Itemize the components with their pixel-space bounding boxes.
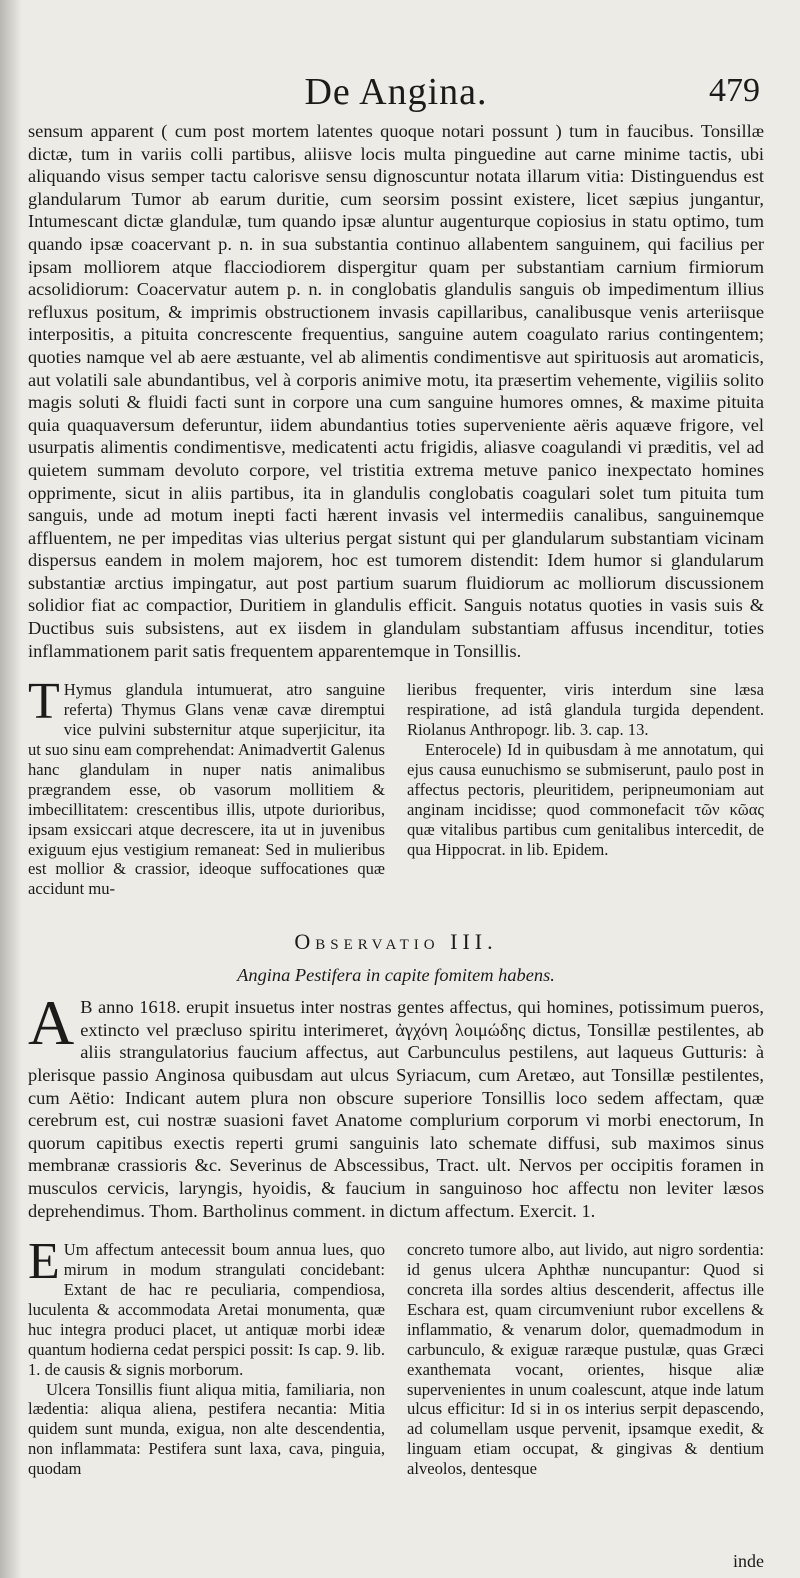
lower-left-para-1 bbox=[28, 1233, 385, 1379]
page-number: 479 bbox=[709, 72, 760, 109]
lower-left-column bbox=[28, 1233, 385, 1479]
drop-cap: T bbox=[28, 673, 60, 731]
observation-body bbox=[28, 987, 764, 1222]
lower-left-para-2: Ulcera Tonsillis fiunt aliqua mitia, familiaria, non lædentia: aliqua aliena, pestifera necantia: Mitia quidem sunt munda, exigua, non alte descendentia, non inflammata: Pestifera sunt laxa, cava, pinguia, quodam bbox=[28, 1379, 385, 1479]
gutter-shadow bbox=[0, 0, 22, 1578]
scholia-right-column bbox=[407, 680, 764, 899]
observation-body-text: B anno 1618. erupit insuetus inter nostras gentes affectus, qui homines, potissimum pueros, extincto vel præcluso spiritu interimeret, ἀγχόνη λοιμώδης dictus, Tonsillæ pestilentes, ab aliis strangulatorius faucium affectus, aut Carbunculus pestilens, aut laqueus Gutturis: à plerisque passio Anginosa quibusdam aut ulcus Syriacum, cum Aretæo, aut Tonsillæ pestilentes, cum Aëtio: Indicant autem plura non obscure superiore Tonsillis loco sedem affectam, quæ cerebrum est, cui nostræ suasioni favet Anatome complurium corporum vi morbi enectorum, In quorum capitibus exectis reperti grumi sanguinis lato schemate diffusi, sub maximos sinus membranæ crassioris &c. Severinus de Abscessibus, Tract. ult. Nervos per occipitis foramen in musculos cervicis, laryngis, hyoidis, & faucium in sanguinoso hoc affectu non leviter læsos deprehendimus. Thom. Bartholinus comment. in dictum affectum. Exercit. 1. bbox=[28, 997, 764, 1221]
scholia-columns bbox=[28, 673, 764, 899]
main-paragraph: sensum apparent ( cum post mortem latentes quoque notari possunt ) tum in faucibus. Tonsillæ dictæ, tum in variis colli partibus, aliisve locis multa pinguedine aut carne minime tactis, ubi aliquando visus semper tactu calorisve sensu dignoscuntur notata illarum vitia: Distinguendus est glandularum Tumor ab earum duritie, cum seorsim possint existere, licet sæpius jungantur, Intumescant dictæ glandulæ, tum quando ipsæ aluntur augenturque copiosius in statu optimo, tum quando ipsæ coacervant p. n. in sua substantia continuo allabentem sanguinem, qui facilius per ipsam molliorem atque flacciodiorem dispergitur quam per substantiam carnium firmiorum acsolidiorum: Coacervatur autem p. n. in conglobatis glandulis sanguis ob impedimentum illius refluxus positum, & imprimis obstructionem invasis capillaribus, canalibusque venis arteriisque interpositis, a pituita concrescente frequentius, sanguine autem coagulato rarius contingentem; quoties namque vel ab aere æstuante, vel ab alimentis condimentisve aut spirituosis aut aromaticis, aut volatili sale abundantibus, vel à corporis animive motu, ita præsertim vehemente, vigiliis solito magis soluti & fluidi facti sunt in corpore una cum sanguine humores omnes, & maxime pituita quia quaquaversum deferuntur, iidem abundantius toties superveniente aëris aquæve frigore, vel usurpatis alimentis condimentisve, medicatenti actu frigidis, aliasve coagulandi vi præditis, vel ad quietem summam devoluto corpore, vel tristitia extrema metuve panico inexpectato homines opprimente, sicut in aliis partibus, ita in glandulis conglobatis coagulari solet tum pituita tum sanguis, unde ad motum inepti facti hærent invasis vel intermediis canalibus, sanguinemque affluentem, ne per impeditas vias ulterius pergat sistunt qui per glandularum substantiam vicinam dispersus eandem in molem majorem, hoc est tumorem distendit: Idem humor si glandularum substantiæ arctius impingatur, aut post partium suarum fluidiorum ac molliorum discussionem solidior fiat ac compactior, Duritiem in glandulis efficit. Sanguis notatus quoties in vasis suis & Ductibus suis subsistens, aut ex iisdem in glandulam substantiam affusus incenditur, toties inflammationem parit satis frequentem apparentemque in Tonsillis. bbox=[28, 121, 764, 661]
observation-subtitle: Angina Pestifera in capite fomitem habens. bbox=[237, 965, 555, 986]
lower-right-para: concreto tumore albo, aut livido, aut nigro sordentia: id genus ulcera Aphthæ nuncupantur: Quod si concreta illa sordes altius descenderit, affectus ille Eschara est, quam circumveniunt rubor excellens & inflammatio, & venarum dolor, quemadmodum in carbunculo, & exiguæ raræque pustulæ, quas Græci exanthemata vocant, orientes, hisque aliæ supervenientes in unum coalescunt, atque inde latum ulcus efficitur: Id si in os interius serpit depascendo, ad columellam usque pervenit, ipsamque exedit, & linguam etiam occupat, & gingivas & dentium alveolos, dentesque bbox=[407, 1240, 764, 1479]
catchword: inde bbox=[733, 1551, 764, 1571]
scholia-left-text: Hymus glandula intumuerat, atro sanguine referta) Thymus Glans venæ cavæ diremptui vice pulvini substernitur atque superjicitur, ita ut suo sinu eam comprehendat: Animadvertit Galenus hanc glandulam in nuper natis animalibus prægrandem esse, ob vasorum mollitiem & imbecillitatem: crescentibus illis, utpote durioribus, ipsam exsiccari atque decrescere, ita ut in juvenibus exiguum ejus vestigium remaneat: Sed in mulieribus est mollior & crassior, ideoque suffocationes quæ accidunt mu- bbox=[28, 680, 385, 899]
observation-heading: Observatio III. bbox=[294, 929, 498, 955]
scholia-left-column bbox=[28, 673, 385, 899]
scholia-left-para bbox=[28, 673, 385, 899]
page-title: De Angina. bbox=[304, 71, 488, 113]
scholia-right-para-1: lieribus frequenter, viris interdum sine læsa respiratione, ad istâ glandula turgida dependent. Riolanus Anthropogr. lib. 3. cap. 13. bbox=[407, 680, 764, 740]
lower-columns bbox=[28, 1233, 764, 1479]
drop-cap: E bbox=[28, 1233, 60, 1291]
running-header bbox=[28, 58, 764, 120]
lower-left-text-1: Um affectum antecessit boum annua lues, quo mirum in modum strangulati concidebant: Extant de hac re peculiaria, compendiosa, luculenta & accommodata Aretai monumenta, quæ huc integra produci placet, ut antiquæ morbi ideæ quantum hodierna cedat perspici possit: Is cap. 9. lib. 1. de causis & signis morborum. bbox=[28, 1240, 385, 1379]
lower-right-column bbox=[407, 1240, 764, 1479]
drop-cap: A bbox=[28, 987, 75, 1059]
scholia-right-para-2: Enterocele) Id in quibusdam à me annotatum, qui ejus causa eunuchismo se submiserunt, paulo post in affectus pectoris, pleuritidem, peripneumoniam aut anginam incidisse; quod commonefacit τῶν κῶας quæ vitalibus partibus cum genitalibus intercedit, de qua Hippocrat. in lib. Epidem. bbox=[407, 739, 764, 859]
